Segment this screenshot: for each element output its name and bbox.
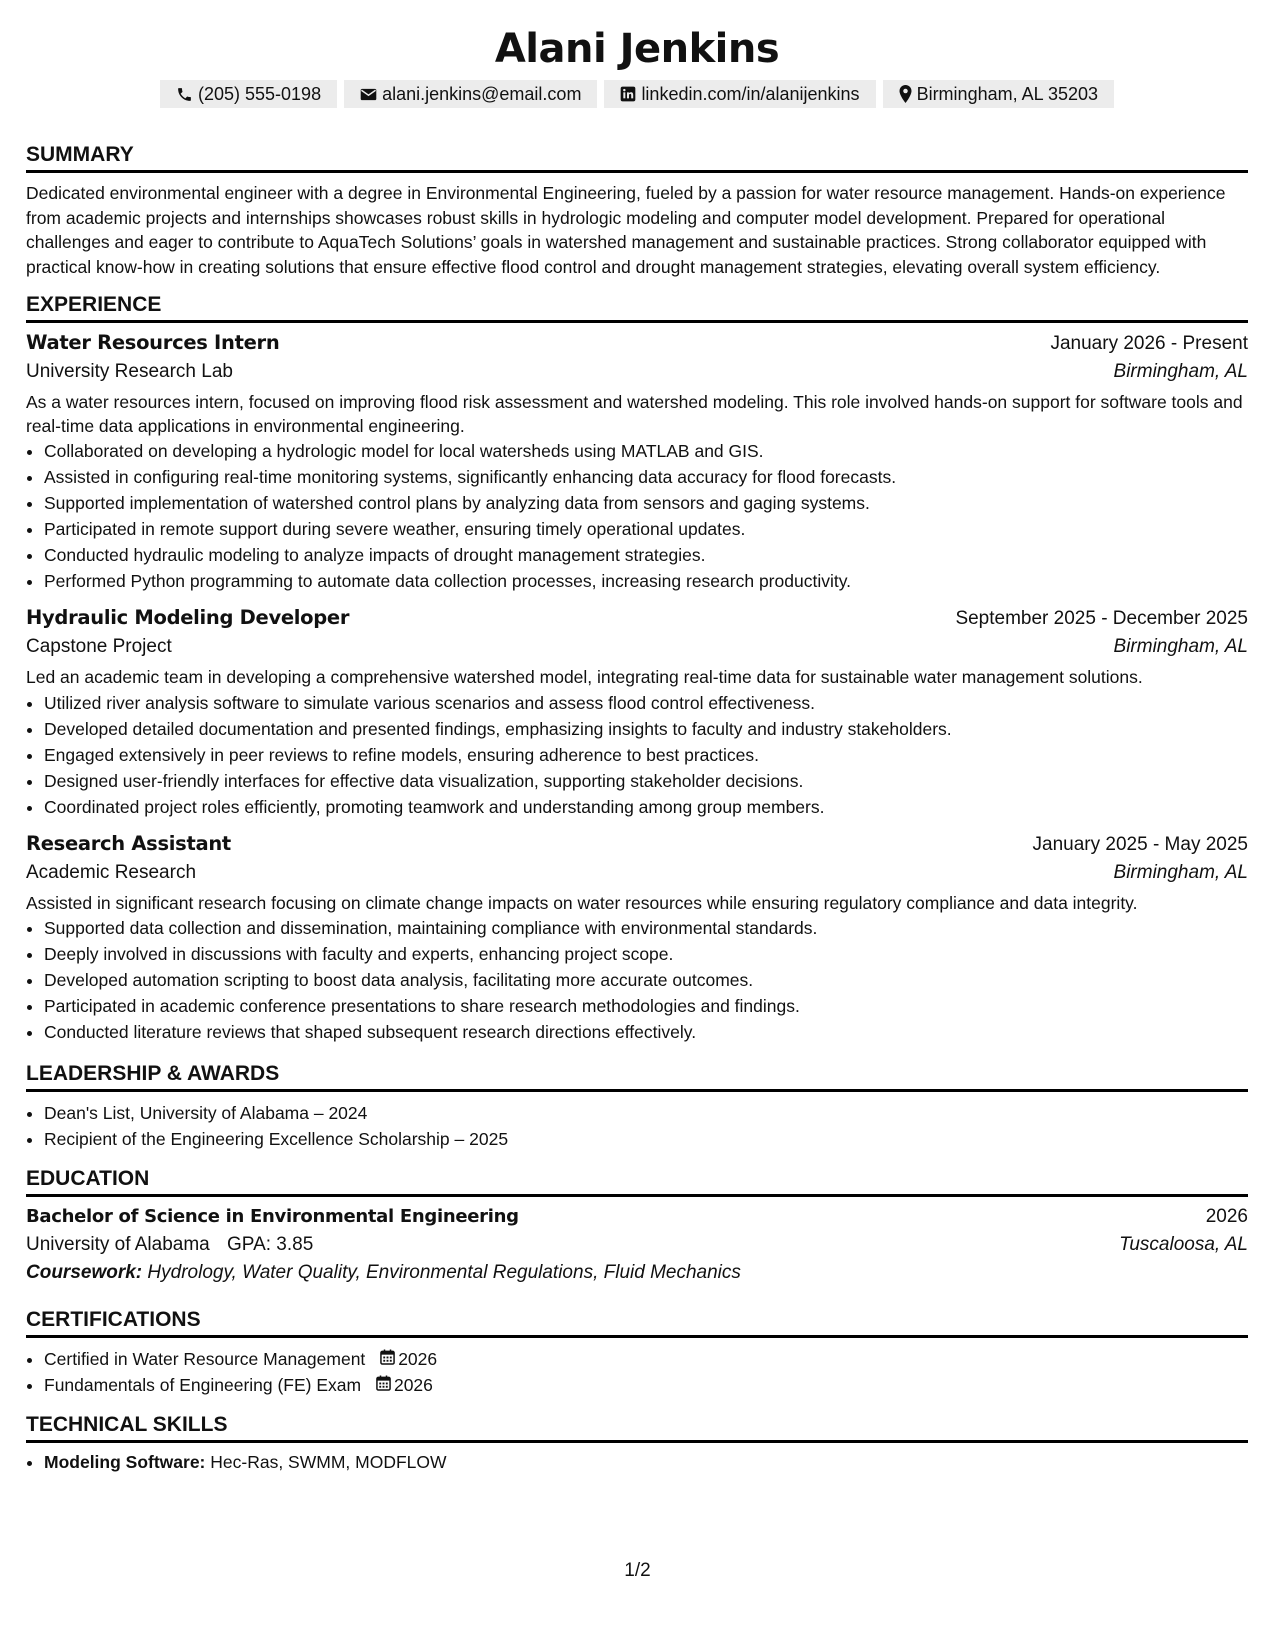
section-title-education: EDUCATION [26, 1166, 1248, 1197]
cert-date [376, 1372, 433, 1398]
job-description: As a water resources intern, focused on improving flood risk assessment and watershed modeling. This role involved hands-on support for software tools and real-time data applications in environmental engineering. [26, 392, 1243, 436]
contact-phone [160, 80, 337, 108]
phone-text[interactable]: (205) 555-0198 [197, 84, 322, 104]
location-text: Birmingham, AL 35203 [916, 84, 1099, 104]
coursework-label: Coursework: [26, 1262, 143, 1283]
skills-list [26, 1449, 1248, 1475]
email-link[interactable]: alani.jenkins@email.com [382, 84, 582, 104]
cert-year: 2026 [398, 1349, 438, 1369]
school-name: University of Alabama [26, 1234, 210, 1255]
cert-name: Certified in Water Resource Management [44, 1349, 366, 1369]
job-title: Research Assistant [26, 831, 231, 855]
leadership-section [26, 1061, 1248, 1152]
cert-name: Fundamentals of Engineering (FE) Exam [44, 1375, 362, 1395]
page-number: 1/2 [624, 1560, 651, 1581]
job-description: Assisted in significant research focusing on climate change impacts on water resources while ensuring regulatory compliance and data integrity. [26, 892, 1138, 913]
job-org: Academic Research [26, 861, 197, 883]
coursework-line [26, 1259, 1248, 1287]
list-item [44, 1372, 1248, 1398]
job-location: Birmingham, AL [1113, 361, 1248, 382]
list-item: • Participated in academic conference presentations to share research methodologies and findings. [44, 993, 1248, 1019]
list-item: • Assisted in configuring real-time monitoring systems, significantly enhancing data accuracy for flood forecasts. [44, 464, 1248, 490]
job-header-row [26, 604, 1248, 633]
summary-section [26, 142, 1248, 279]
degree-year: 2026 [1205, 1206, 1248, 1227]
job-org-row [26, 859, 1248, 887]
candidate-name: Alani Jenkins [494, 26, 780, 72]
list-item: • Supported implementation of watershed control plans by analyzing data from sensors and gaging systems. [44, 490, 1248, 516]
job-entry [26, 830, 1248, 1046]
education-degree-row [26, 1203, 1248, 1231]
job-org-row [26, 358, 1248, 386]
list-item: • Engaged extensively in peer reviews to refine models, ensuring adherence to best practices. [44, 742, 1248, 768]
cert-year: 2026 [393, 1375, 433, 1395]
list-item: • Supported data collection and dissemination, maintaining compliance with environmental standards. [44, 915, 1248, 941]
skill-value: Hec-Ras, SWMM, MODFLOW [210, 1452, 447, 1472]
job-header-row [26, 830, 1248, 859]
job-description: Led an academic team in developing a comprehensive watershed model, integrating real-time data for sustainable water management solutions. [26, 667, 1143, 687]
job-title: Hydraulic Modeling Developer [26, 606, 350, 629]
job-bullets [26, 690, 1248, 820]
skill-label: Modeling Software: [44, 1452, 206, 1472]
job-bullets [26, 438, 1248, 594]
section-title-leadership: LEADERSHIP & AWARDS [26, 1061, 1248, 1092]
list-item [44, 1449, 1248, 1475]
experience-section [26, 292, 1248, 1045]
section-title-experience: EXPERIENCE [26, 292, 1248, 323]
list-item: • Conducted hydraulic modeling to analyze impacts of drought management strategies. [44, 542, 1248, 568]
job-title: Water Resources Intern [26, 331, 280, 354]
calendar-icon [380, 1346, 395, 1372]
job-dates: January 2026 - Present [1050, 333, 1248, 354]
job-org: University Research Lab [26, 361, 233, 382]
job-location: Birmingham, AL [1113, 636, 1248, 657]
contact-email [344, 80, 597, 108]
list-item: • Conducted literature reviews that shaped subsequent research directions effectively. [44, 1019, 1248, 1045]
list-item [44, 1346, 1248, 1372]
certifications-list [26, 1346, 1248, 1398]
list-item: • Developed automation scripting to boost data analysis, facilitating more accurate outcomes. [44, 967, 1248, 993]
school-line [26, 1231, 313, 1259]
school-location: Tuscaloosa, AL [1119, 1234, 1248, 1255]
contact-location [883, 80, 1114, 108]
contact-linkedin [604, 80, 875, 108]
list-item: • Collaborated on developing a hydrologic model for local watersheds using MATLAB and GIS. [44, 438, 1248, 464]
skills-section [26, 1412, 1248, 1475]
job-org-row [26, 633, 1248, 661]
job-dates: January 2025 - May 2025 [1032, 833, 1248, 855]
job-location: Birmingham, AL [1113, 861, 1248, 883]
calendar-icon [376, 1372, 391, 1398]
cert-date [380, 1346, 437, 1372]
summary-text: Dedicated environmental engineer with a degree in Environmental Engineering, fueled by a passion for water resource management. Hands-on experience from academic projects and internships showcases robust skills in hydrologic modeling and computer model development. Prepared for operational challenges and eager to contribute to AquaTech Solutions’ goals in watershed management and sustainable practices. Strong collaborator equipped with practical know-how in creating solutions that ensure effective flood control and drought management strategies, elevating overall system efficiency. [26, 183, 1226, 277]
list-item: • Deeply involved in discussions with faculty and experts, enhancing project scope. [44, 941, 1248, 967]
resume-page [26, 0, 1248, 1475]
linkedin-link[interactable]: linkedin.com/in/alanijenkins [641, 84, 860, 104]
job-bullets [26, 915, 1248, 1045]
section-title-summary: SUMMARY [26, 142, 1248, 173]
list-item: • Developed detailed documentation and presented findings, emphasizing insights to faculty and industry stakeholders. [44, 716, 1248, 742]
education-section [26, 1166, 1248, 1287]
map-pin-icon [899, 85, 912, 103]
list-item: • Dean's List, University of Alabama – 2024 [44, 1100, 1248, 1126]
section-title-skills: TECHNICAL SKILLS [26, 1412, 1248, 1443]
phone-icon [176, 86, 193, 103]
gpa: GPA: 3.85 [227, 1234, 314, 1255]
job-org: Capstone Project [26, 636, 172, 657]
certifications-section [26, 1307, 1248, 1398]
list-item: • Recipient of the Engineering Excellence Scholarship – 2025 [44, 1126, 1248, 1152]
list-item: • Designed user-friendly interfaces for effective data visualization, supporting stakeholder decisions. [44, 768, 1248, 794]
list-item: • Performed Python programming to automate data collection processes, increasing research productivity. [44, 568, 1248, 594]
job-dates: September 2025 - December 2025 [955, 608, 1248, 629]
section-title-certifications: CERTIFICATIONS [26, 1307, 1248, 1338]
list-item: • Participated in remote support during severe weather, ensuring timely operational updates. [44, 516, 1248, 542]
job-entry [26, 329, 1248, 594]
list-item: • Coordinated project roles efficiently, promoting teamwork and understanding among group members. [44, 794, 1248, 820]
job-entry [26, 604, 1248, 820]
list-item: • Utilized river analysis software to simulate various scenarios and assess flood control effectiveness. [44, 690, 1248, 716]
degree-title: Bachelor of Science in Environmental Engineering [26, 1206, 519, 1227]
job-header-row [26, 329, 1248, 358]
contact-bar [26, 80, 1248, 108]
linkedin-icon [620, 86, 636, 102]
coursework-list: Hydrology, Water Quality, Environmental Regulations, Fluid Mechanics [147, 1262, 741, 1283]
education-school-row [26, 1231, 1248, 1259]
leadership-list [26, 1100, 1248, 1152]
envelope-icon [360, 87, 377, 102]
